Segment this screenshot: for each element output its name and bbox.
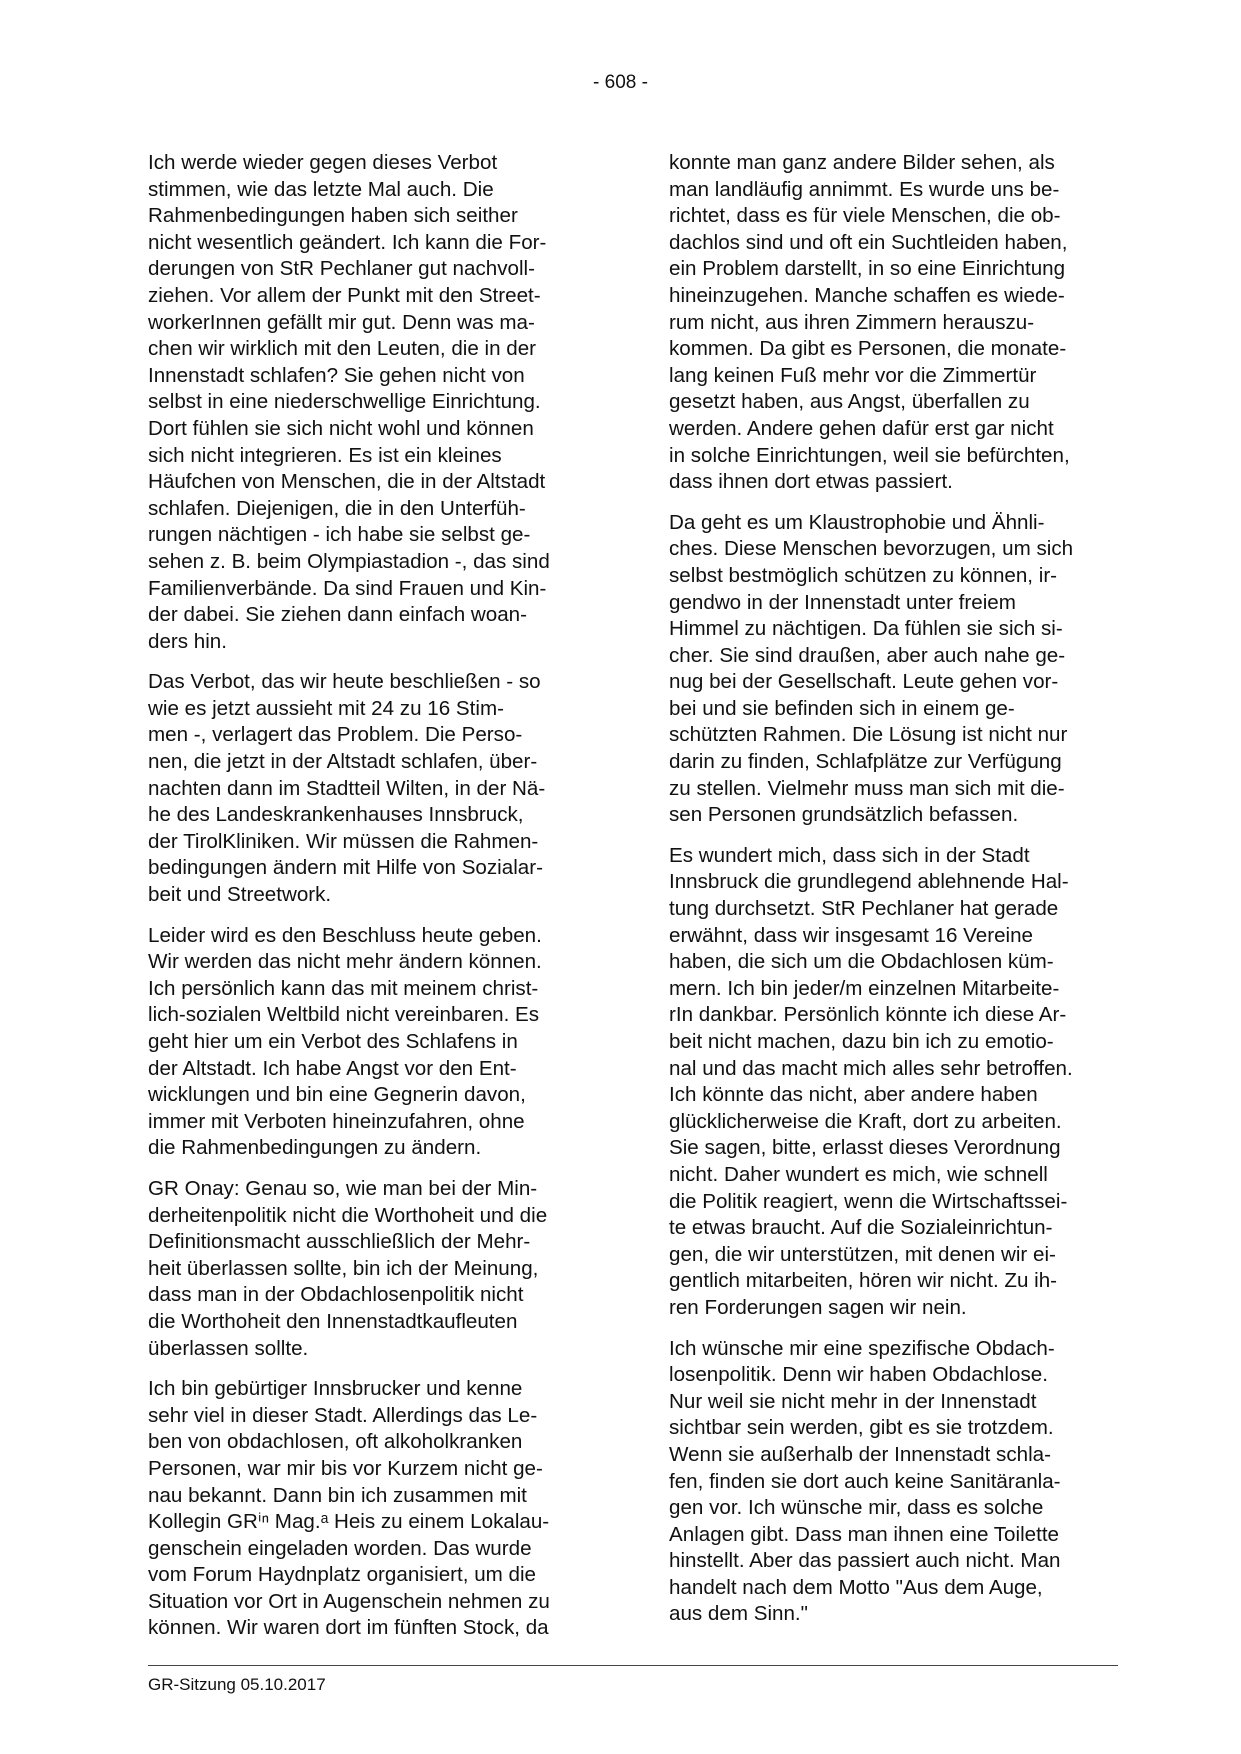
text-line: Himmel zu nächtigen. Da fühlen sie sich si-	[669, 617, 1063, 641]
text-line: Da geht es um Klaustrophobie und Ähnli-	[669, 510, 1045, 534]
paragraph	[148, 669, 596, 908]
text-line: die Worthoheit den Innenstadtkaufleuten	[148, 1309, 518, 1333]
text-line: konnte man ganz andere Bilder sehen, als	[669, 151, 1055, 174]
text-line: lich-sozialen Weltbild nicht vereinbaren. Es	[148, 1003, 540, 1027]
text-line: die Politik reagiert, wenn die Wirtschaftssei-	[669, 1189, 1068, 1213]
text-line: he des Landeskrankenhauses Innsbruck,	[148, 803, 524, 827]
text-line: der Altstadt. Ich habe Angst vor den Ent-	[148, 1056, 517, 1080]
text-line: GR Onay: Genau so, wie man bei der Min-	[148, 1176, 538, 1200]
text-line: Ich könnte das nicht, aber andere haben	[669, 1083, 1038, 1107]
text-line: Es wundert mich, dass sich in der Stadt	[669, 843, 1030, 867]
text-line: ren Forderungen sagen wir nein.	[669, 1295, 967, 1319]
text-line: überlassen sollte.	[148, 1336, 309, 1360]
text-line: Wenn sie außerhalb der Innenstadt schla-	[669, 1442, 1051, 1466]
paragraph	[148, 923, 596, 1162]
paragraph	[669, 510, 1117, 829]
text-line: dass man in der Obdachlosenpolitik nicht	[148, 1283, 524, 1307]
text-line: dass ihnen dort etwas passiert.	[669, 470, 953, 494]
text-line: Anlagen gibt. Dass man ihnen eine Toilette	[669, 1522, 1060, 1546]
text-line: hineinzugehen. Manche schaffen es wiede-	[669, 283, 1065, 307]
text-line: derheitenpolitik nicht die Worthoheit und die	[148, 1203, 548, 1227]
text-line: Innsbruck die grundlegend ablehnende Hal-	[669, 870, 1069, 894]
text-line: darin zu finden, Schlafplätze zur Verfügung	[669, 750, 1062, 774]
paragraph	[669, 150, 1117, 496]
text-line: ben von obdachlosen, oft alkoholkranken	[148, 1430, 523, 1454]
text-line: beit und Streetwork.	[148, 883, 332, 907]
text-line: workerInnen gefällt mir gut. Denn was ma-	[148, 310, 535, 334]
text-line: men -, verlagert das Problem. Die Perso-	[148, 723, 523, 747]
left-text-column	[148, 150, 596, 1656]
text-line: man landläufig annimmt. Es wurde uns be-	[669, 177, 1060, 201]
text-line: mern. Ich bin jeder/m einzelnen Mitarbeite-	[669, 976, 1060, 1000]
text-line: der dabei. Sie ziehen dann einfach woan-	[148, 603, 527, 627]
text-line: ches. Diese Menschen bevorzugen, um sich	[669, 537, 1074, 561]
text-line: Das Verbot, das wir heute beschließen - so	[148, 670, 541, 694]
text-line: nen, die jetzt in der Altstadt schlafen, über-	[148, 750, 538, 774]
text-line: glücklicherweise die Kraft, dort zu arbeiten.	[669, 1109, 1062, 1133]
text-line: wie es jetzt aussieht mit 24 zu 16 Stim-	[148, 696, 504, 720]
text-line: kommen. Da gibt es Personen, die monate-	[669, 337, 1067, 361]
text-line: Leider wird es den Beschluss heute geben.	[148, 923, 542, 947]
text-line: schützten Rahmen. Die Lösung ist nicht nur	[669, 723, 1068, 747]
text-line: ein Problem darstellt, in so eine Einrichtung	[669, 257, 1066, 281]
text-line: gendwo in der Innenstadt unter freiem	[669, 590, 1016, 614]
text-line: Wir werden das nicht mehr ändern können.	[148, 950, 542, 974]
text-line: sen Personen grundsätzlich befassen.	[669, 803, 1019, 827]
text-line: nau bekannt. Dann bin ich zusammen mit	[148, 1483, 527, 1507]
text-line: sichtbar sein werden, gibt es sie trotzdem.	[669, 1416, 1054, 1440]
paragraph	[669, 843, 1117, 1322]
text-line: Ich bin gebürtiger Innsbrucker und kenne	[148, 1377, 523, 1401]
text-line: nug bei der Gesellschaft. Leute gehen vor-	[669, 670, 1059, 694]
text-line: beit nicht machen, dazu bin ich zu emotio-	[669, 1030, 1054, 1053]
text-line: Innenstadt schlafen? Sie gehen nicht von	[148, 363, 525, 387]
text-line: chen wir wirklich mit den Leuten, die in der	[148, 337, 537, 361]
paragraph	[148, 150, 596, 655]
text-line: Rahmenbedingungen haben sich seither	[148, 204, 518, 228]
text-line: handelt nach dem Motto "Aus dem Auge,	[669, 1575, 1043, 1599]
footer-divider	[148, 1665, 1118, 1666]
text-line: Ich werde wieder gegen dieses Verbot	[148, 151, 498, 174]
text-line: selbst bestmöglich schützen zu können, ir-	[669, 563, 1058, 587]
text-line: gen vor. Ich wünsche mir, dass es solche	[669, 1496, 1044, 1520]
text-line: erwähnt, dass wir insgesamt 16 Vereine	[669, 923, 1034, 947]
text-line: können. Wir waren dort im fünften Stock, da	[148, 1616, 549, 1640]
text-line: bei und sie befinden sich in einem ge-	[669, 696, 1015, 720]
text-line: Häufchen von Menschen, die in der Altstadt	[148, 470, 546, 494]
text-line: nicht. Daher wundert es mich, wie schnell	[669, 1162, 1048, 1186]
text-line: heit überlassen sollte, bin ich der Meinung,	[148, 1256, 539, 1280]
paragraph	[669, 1336, 1117, 1629]
text-line: Nur weil sie nicht mehr in der Innenstadt	[669, 1389, 1037, 1413]
text-line: te etwas braucht. Auf die Sozialeinrichtun-	[669, 1216, 1053, 1240]
text-line: Familienverbände. Da sind Frauen und Kin-	[148, 576, 547, 600]
text-line: bedingungen ändern mit Hilfe von Sozialar-	[148, 856, 543, 880]
text-line: nicht wesentlich geändert. Ich kann die For-	[148, 230, 547, 254]
text-line: fen, finden sie dort auch keine Sanitäranla-	[669, 1469, 1061, 1493]
text-line: ziehen. Vor allem der Punkt mit den Street-	[148, 283, 541, 307]
text-line: gesetzt haben, aus Angst, überfallen zu	[669, 390, 1030, 414]
footer-session-date: GR-Sitzung 05.10.2017	[148, 1675, 326, 1694]
text-line: stimmen, wie das letzte Mal auch. Die	[148, 177, 494, 201]
text-line: selbst in eine niederschwellige Einrichtung.	[148, 390, 541, 414]
paragraph	[148, 1376, 596, 1642]
text-line: der TirolKliniken. Wir müssen die Rahmen-	[148, 829, 539, 853]
text-line: Personen, war mir bis vor Kurzem nicht ge-	[148, 1456, 543, 1480]
text-line: Definitionsmacht ausschließlich der Mehr-	[148, 1230, 531, 1254]
text-line: lang keinen Fuß mehr vor die Zimmertür	[669, 363, 1037, 387]
text-line: cher. Sie sind draußen, aber auch nahe ge-	[669, 643, 1066, 667]
text-line: aus dem Sinn."	[669, 1602, 808, 1626]
text-line: Ich wünsche mir eine spezifische Obdach-	[669, 1336, 1055, 1360]
text-line: rIn dankbar. Persönlich könnte ich diese Ar-	[669, 1003, 1067, 1027]
text-line: Dort fühlen sie sich nicht wohl und können	[148, 416, 534, 440]
text-line: geht hier um ein Verbot des Schlafens in	[148, 1030, 518, 1053]
text-line: ders hin.	[148, 629, 227, 653]
text-line: schlafen. Diejenigen, die in den Unterfüh-	[148, 496, 526, 520]
paragraph	[148, 1176, 596, 1362]
text-line: Ich persönlich kann das mit meinem christ-	[148, 976, 539, 1000]
text-line: gentlich mitarbeiten, hören wir nicht. Zu ih-	[669, 1269, 1058, 1293]
text-line: sich nicht integrieren. Es ist ein kleines	[148, 443, 502, 467]
text-line: nal und das macht mich alles sehr betroffen.	[669, 1056, 1073, 1080]
text-line: haben, die sich um die Obdachlosen küm-	[669, 950, 1054, 974]
text-line: Kollegin GRⁱⁿ Mag.ᵃ Heis zu einem Lokalau-	[148, 1510, 550, 1534]
text-line: hinstellt. Aber das passiert auch nicht. Man	[669, 1549, 1061, 1573]
text-line: rungen nächtigen - ich habe sie selbst ge-	[148, 523, 531, 547]
text-line: derungen von StR Pechlaner gut nachvoll-	[148, 257, 535, 281]
text-line: gen, die wir unterstützen, mit denen wir ei-	[669, 1242, 1056, 1266]
text-line: tung durchsetzt. StR Pechlaner hat gerade	[669, 897, 1059, 921]
text-line: Situation vor Ort in Augenschein nehmen zu	[148, 1589, 550, 1613]
text-line: die Rahmenbedingungen zu ändern.	[148, 1136, 482, 1160]
text-line: losenpolitik. Denn wir haben Obdachlose.	[669, 1363, 1048, 1387]
text-line: richtet, dass es für viele Menschen, die ob-	[669, 204, 1061, 228]
text-line: dachlos sind und oft ein Suchtleiden haben,	[669, 230, 1068, 254]
text-line: nachten dann im Stadtteil Wilten, in der Nä-	[148, 776, 546, 800]
text-line: werden. Andere gehen dafür erst gar nicht	[669, 416, 1054, 440]
text-line: genschein eingeladen worden. Das wurde	[148, 1536, 532, 1560]
text-line: in solche Einrichtungen, weil sie befürchten,	[669, 443, 1070, 467]
right-text-column	[669, 150, 1117, 1642]
text-line: zu stellen. Vielmehr muss man sich mit die-	[669, 776, 1065, 800]
page-number: - 608 -	[593, 72, 648, 93]
text-line: wicklungen und bin eine Gegnerin davon,	[148, 1083, 526, 1107]
text-line: vom Forum Haydnplatz organisiert, um die	[148, 1563, 537, 1587]
text-line: sehr viel in dieser Stadt. Allerdings das Le-	[148, 1403, 538, 1427]
text-line: sehen z. B. beim Olympiastadion -, das sind	[148, 549, 550, 573]
text-line: rum nicht, aus ihren Zimmern herauszu-	[669, 310, 1035, 334]
text-line: Sie sagen, bitte, erlasst dieses Verordnung	[669, 1136, 1061, 1160]
text-line: immer mit Verboten hineinzufahren, ohne	[148, 1109, 525, 1133]
